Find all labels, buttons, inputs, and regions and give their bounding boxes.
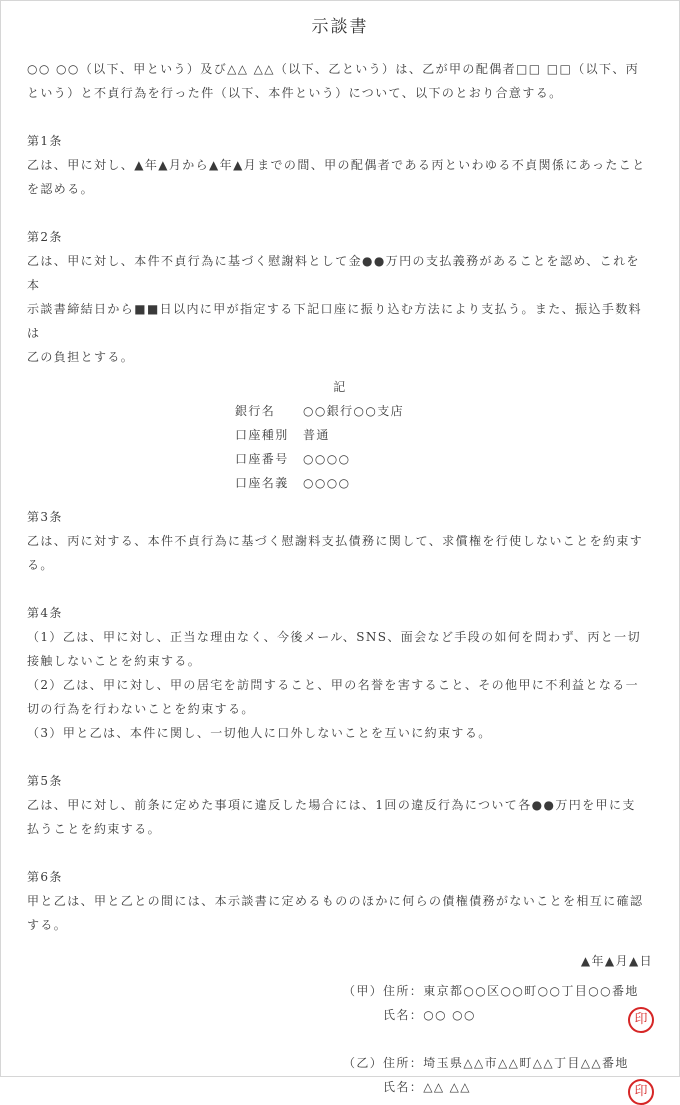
article-heading: 第2条 bbox=[27, 230, 63, 244]
bank-label: 口座種別 bbox=[235, 428, 289, 442]
article-line: 乙は、甲に対し、本件不貞行為に基づく慰謝料として金●●万円の支払義務があることを認め、これを本 bbox=[27, 254, 640, 292]
bank-value: ○○○○ bbox=[303, 476, 351, 490]
party-address: 住所：埼玉県△△市△△町△△丁目△△番地 bbox=[383, 1056, 629, 1070]
party-address: 住所：東京都○○区○○町○○丁目○○番地 bbox=[383, 984, 639, 998]
article-line: 示談書締結日から■■日以内に甲が指定する下記口座に振り込む方法により支払う。また、振込手数料は bbox=[27, 302, 643, 340]
article-5 bbox=[27, 769, 653, 841]
bank-label: 口座名義 bbox=[235, 476, 289, 490]
party-role: （乙） bbox=[343, 1056, 384, 1070]
bank-row bbox=[235, 471, 404, 495]
article-line: 甲と乙は、甲と乙との間には、本示談書に定めるもののほかに何らの債権債務がないことを相互に確認 bbox=[27, 894, 644, 908]
seal-stamp-icon: 印 bbox=[628, 1007, 654, 1033]
preamble bbox=[27, 57, 653, 105]
preamble-line: という）と不貞行為を行った件（以下、本件という）について、以下のとおり合意する。 bbox=[27, 86, 563, 100]
article-line: を認める。 bbox=[27, 182, 95, 196]
article-line: る。 bbox=[27, 558, 54, 572]
bank-value: ○○銀行○○支店 bbox=[303, 404, 405, 418]
article-line: する。 bbox=[27, 918, 68, 932]
ki-heading: 記 bbox=[333, 380, 347, 394]
party-role: （甲） bbox=[343, 984, 384, 998]
article-line: 乙は、甲に対し、▲年▲月から▲年▲月までの間、甲の配偶者である丙といわゆる不貞関係にあったこと bbox=[27, 158, 646, 172]
agreement-date: ▲年▲月▲日 bbox=[580, 954, 653, 968]
party-name: 氏名：○○ ○○ bbox=[383, 1008, 476, 1022]
article-line: 乙の負担とする。 bbox=[27, 350, 135, 364]
article-line: 切の行為を行わないことを約束する。 bbox=[27, 702, 255, 716]
party-name: 氏名：△△ △△ bbox=[383, 1080, 471, 1094]
article-heading: 第4条 bbox=[27, 606, 63, 620]
article-line: 乙は、丙に対する、本件不貞行為に基づく慰謝料支払債務に関して、求償権を行使しないことを約束す bbox=[27, 534, 644, 548]
seal-stamp-icon: 印 bbox=[628, 1079, 654, 1105]
bank-value: ○○○○ bbox=[303, 452, 351, 466]
article-line: 払うことを約束する。 bbox=[27, 822, 162, 836]
document-title: 示談書 bbox=[311, 17, 369, 37]
article-3 bbox=[27, 505, 653, 577]
article-1 bbox=[27, 129, 653, 201]
bank-account-table bbox=[235, 399, 404, 495]
article-2 bbox=[27, 225, 653, 369]
party-otsu bbox=[343, 1051, 653, 1099]
article-line: 乙は、甲に対し、前条に定めた事項に違反した場合には、1回の違反行為について各●●万円を甲に支 bbox=[27, 798, 636, 812]
bank-row bbox=[235, 423, 404, 447]
article-line: （2）乙は、甲に対し、甲の居宅を訪問すること、甲の名誉を害すること、その他甲に不利益となる一 bbox=[27, 678, 640, 692]
bank-value: 普通 bbox=[303, 428, 330, 442]
bank-label: 銀行名 bbox=[235, 404, 276, 418]
article-heading: 第3条 bbox=[27, 510, 63, 524]
article-line: （1）乙は、甲に対し、正当な理由なく、今後メール、SNS、面会など手段の如何を問わず、丙と一切 bbox=[27, 630, 641, 644]
article-6 bbox=[27, 865, 653, 937]
article-heading: 第5条 bbox=[27, 774, 63, 788]
preamble-line: ○○ ○○（以下、甲という）及び△△ △△（以下、乙という）は、乙が甲の配偶者□□ □□（以下、丙 bbox=[27, 62, 640, 76]
article-heading: 第6条 bbox=[27, 870, 63, 884]
article-4 bbox=[27, 601, 653, 745]
party-kou bbox=[343, 979, 653, 1027]
article-line: （3）甲と乙は、本件に関し、一切他人に口外しないことを互いに約束する。 bbox=[27, 726, 492, 740]
bank-row bbox=[235, 447, 404, 471]
article-line: 接触しないことを約束する。 bbox=[27, 654, 202, 668]
article-heading: 第1条 bbox=[27, 134, 63, 148]
bank-row bbox=[235, 399, 404, 423]
bank-label: 口座番号 bbox=[235, 452, 289, 466]
